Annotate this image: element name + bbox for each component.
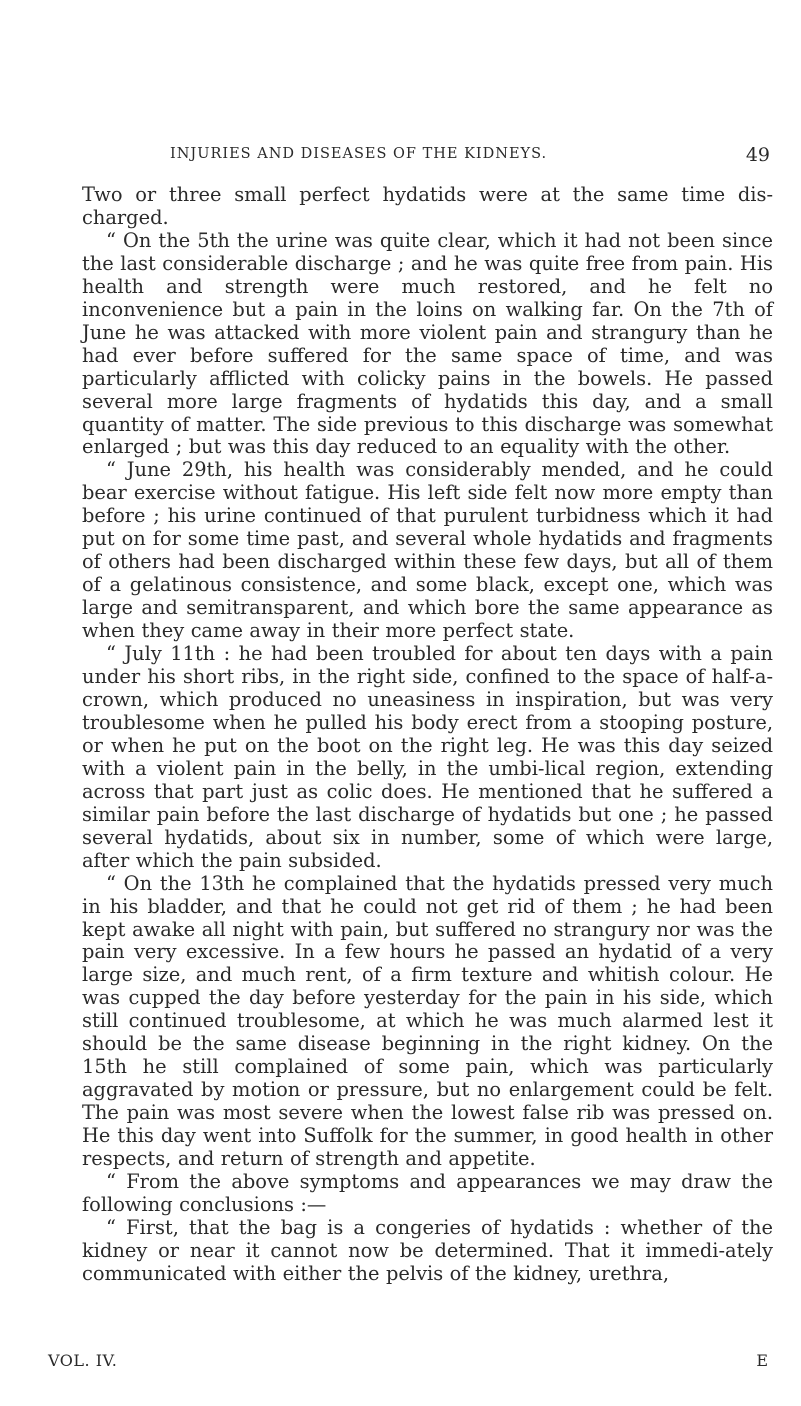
page-footer xyxy=(48,1351,768,1375)
paragraph: “ First, that the bag is a congeries of hydatids : whether of the kidney or near it cannot now be determined. That it immedi-ately communicated with either the pelvis of the kidney, urethra, xyxy=(82,1215,773,1285)
paragraph: “ From the above symptoms and appearances we may draw the following conclusions :— xyxy=(82,1169,773,1216)
paragraph: “ On the 5th the urine was quite clear, which it had not been since the last considerable discharge ; and he was quite free from pain. His health and strength were much restored, and he felt no inconvenience but a pain in the loins on walking far. On the 7th of June he was attacked with more violent pain and strangury than he had ever before suffered for the same space of time, and was particularly afflicted with colicky pains in the bowels. He passed several more large fragments of hydatids this day, and a small quantity of matter. The side previous to this discharge was somewhat enlarged ; but was this day reduced to an equality with the other. xyxy=(82,228,773,459)
page-number: 49 xyxy=(745,144,770,166)
paragraph: “ June 29th, his health was considerably mended, and he could bear exercise without fatigue. His left side felt now more empty than before ; his urine continued of that purulent turbidness which it had put on for some time past, and several whole hydatids and fragments of others had been discharged within these few days, but all of them of a gelatinous consistence, and some black, except one, which was large and semitransparent, and which bore the same appearance as when they came away in their more perfect state. xyxy=(82,458,773,643)
volume-signature: VOL. IV. xyxy=(48,1351,118,1370)
signature-mark: E xyxy=(756,1351,768,1370)
running-head: INJURIES AND DISEASES OF THE KIDNEYS. xyxy=(170,146,548,162)
paragraph: “ On the 13th he complained that the hydatids pressed very much in his bladder, and that he could not get rid of them ; he had been kept awake all night with pain, but suffered no strangury nor was the pain very excessive. In a few hours he passed an hydatid of a very large size, and much rent, of a firm texture and whitish colour. He was cupped the day before yesterday for the pain in his side, which still continued troublesome, at which he was much alarmed lest it should be the same disease beginning in the right kidney. On the 15th he still complained of some pain, which was particularly aggravated by motion or pressure, but no enlargement could be felt. The pain was most severe when the lowest false rib was pressed on. He this day went into Suffolk for the summer, in good health in other respects, and return of strength and appetite. xyxy=(82,871,773,1171)
body-text xyxy=(82,184,773,1286)
page-header xyxy=(170,146,770,166)
paragraph: “ July 11th : he had been troubled for about ten days with a pain under his short ribs, in the right side, confined to the space of half-a-crown, which produced no uneasiness in inspiration, but was very troublesome when he pulled his body erect from a stooping posture, or when he put on the boot on the right leg. He was this day seized with a violent pain in the belly, in the umbi-lical region, extending across that part just as colic does. He mentioned that he suffered a similar pain before the last discharge of hydatids but one ; he passed several hydatids, about six in number, some of which were large, after which the pain subsided. xyxy=(82,642,773,872)
paragraph: Two or three small perfect hydatids were at the same time dis-charged. xyxy=(82,183,773,229)
